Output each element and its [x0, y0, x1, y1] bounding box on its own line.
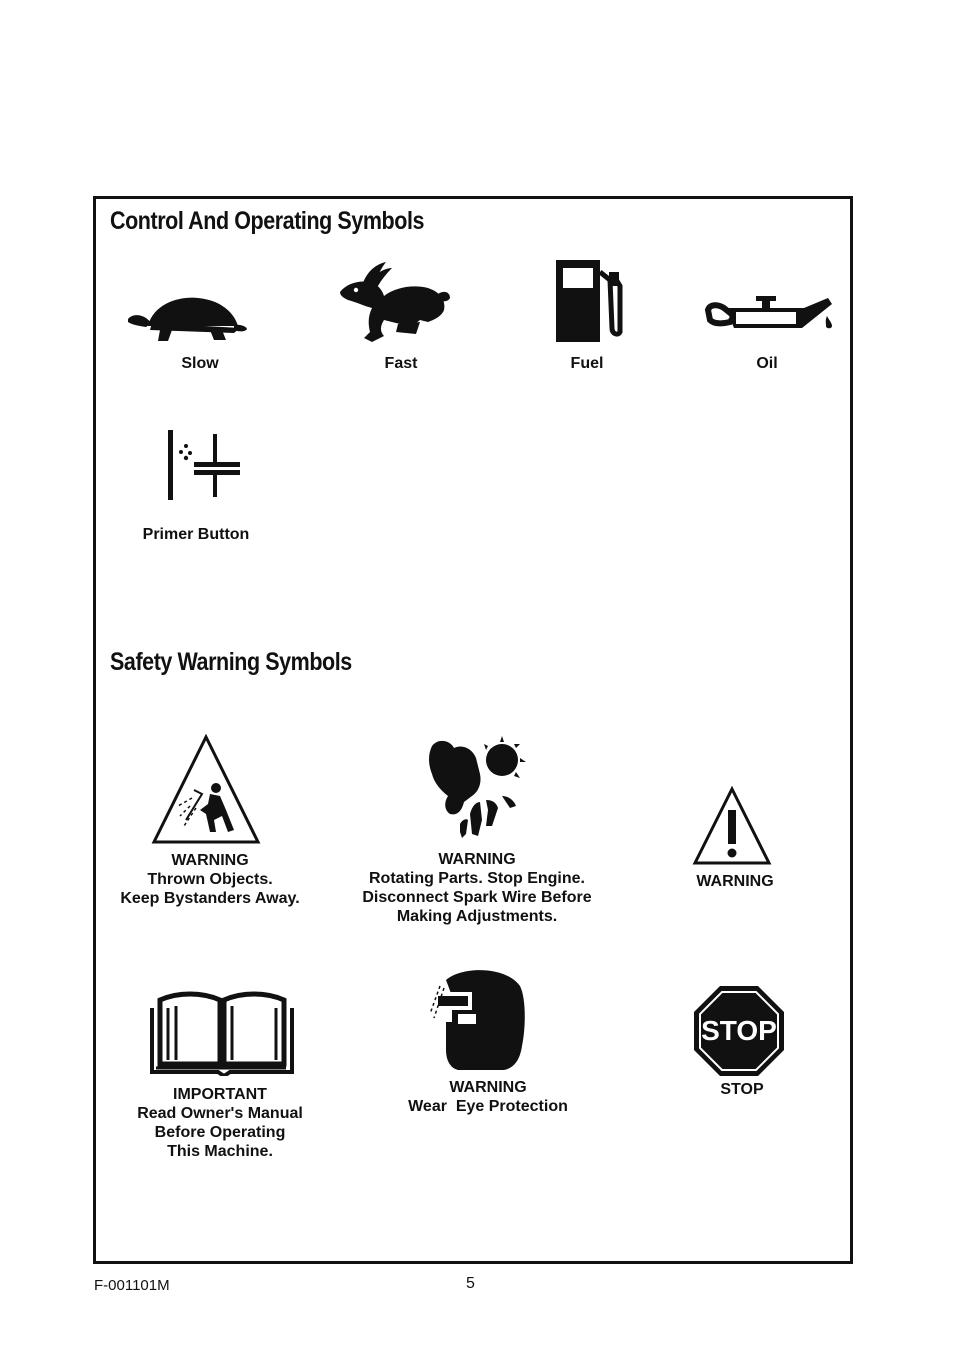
- stop-text: [700, 1080, 784, 1099]
- thrown-objects-title: WARNING: [171, 852, 249, 869]
- thrown-objects-line-1: Thrown Objects.: [147, 871, 273, 888]
- rotating-parts-text: [336, 850, 618, 926]
- turtle-icon: [124, 292, 252, 344]
- stop-sign-icon: [692, 984, 786, 1078]
- rotating-parts-line-1: Rotating Parts. Stop Engine.: [368, 870, 585, 887]
- safety-symbols-heading: Safety Warning Symbols: [110, 648, 352, 676]
- thrown-objects-text: [100, 851, 320, 908]
- general-warning-title: WARNING: [696, 873, 774, 890]
- stop-title: STOP: [720, 1081, 764, 1098]
- thrown-objects-warning-icon: [150, 734, 262, 846]
- document-code: F-001101M: [94, 1277, 170, 1294]
- oil-label: Oil: [756, 355, 778, 372]
- rotating-parts-line-2: Disconnect Spark Wire Before: [362, 889, 592, 906]
- read-manual-line-2: Before Operating: [154, 1124, 286, 1141]
- control-symbols-heading: Control And Operating Symbols: [110, 207, 425, 235]
- read-manual-title: IMPORTANT: [173, 1086, 267, 1103]
- general-warning-text: [672, 872, 798, 891]
- rabbit-icon: [336, 258, 452, 344]
- fast-label: Fast: [384, 355, 418, 372]
- rotating-parts-line-3: Making Adjustments.: [396, 908, 558, 925]
- face-shield-icon: [424, 966, 528, 1072]
- primer-button-label: Primer Button: [142, 526, 250, 543]
- fuel-pump-icon: [552, 258, 624, 344]
- read-manual-line-1: Read Owner's Manual: [137, 1105, 303, 1122]
- primer-button-icon: [164, 428, 248, 502]
- read-manual-line-3: This Machine.: [167, 1143, 273, 1160]
- stop-sign-text: STOP: [701, 1015, 777, 1046]
- eye-protection-title: WARNING: [449, 1079, 527, 1096]
- eye-protection-line-1: Wear Eye Protection: [408, 1098, 568, 1115]
- eye-protection-text: [368, 1078, 608, 1116]
- thrown-objects-line-2: Keep Bystanders Away.: [120, 890, 300, 907]
- rotating-parts-title: WARNING: [438, 851, 516, 868]
- exclamation-triangle-icon: [692, 786, 772, 866]
- open-book-icon: [146, 988, 296, 1076]
- page-number: 5: [466, 1275, 475, 1292]
- oil-can-icon: [704, 294, 838, 340]
- rotating-parts-hand-icon: [422, 730, 526, 842]
- fuel-label: Fuel: [570, 355, 604, 372]
- read-manual-text: [110, 1085, 330, 1161]
- slow-label: Slow: [181, 355, 219, 372]
